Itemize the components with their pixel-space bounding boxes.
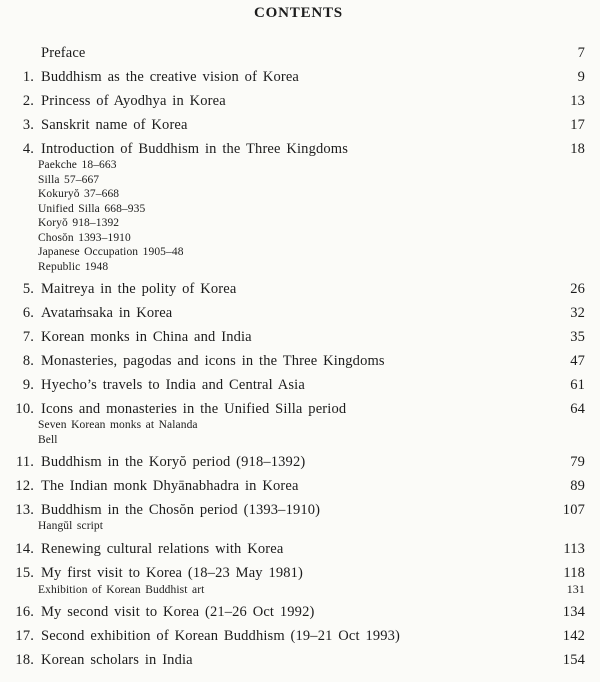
entry-title: Monasteries, pagodas and icons in the Three Kingdoms xyxy=(41,353,385,369)
entry-title: Buddhism in the Koryŏ period (918–1392) xyxy=(41,454,306,470)
toc-entry xyxy=(12,92,585,110)
toc-subentry xyxy=(38,202,585,217)
entry-number: 15. xyxy=(15,564,34,581)
toc-entry xyxy=(12,651,585,669)
toc-entry xyxy=(12,564,585,598)
toc-entry-row xyxy=(12,400,585,418)
subentry-page-number: 131 xyxy=(566,581,585,596)
toc-entry xyxy=(12,68,585,86)
entry-number: 17. xyxy=(15,628,34,644)
toc-subentry xyxy=(38,260,585,275)
toc-entry-row xyxy=(12,627,585,645)
entry-subitems xyxy=(38,158,585,274)
entry-number: 16. xyxy=(15,604,34,620)
entry-page-number: 26 xyxy=(570,281,585,297)
entry-page-number: 32 xyxy=(570,305,585,321)
toc-entry-row xyxy=(12,68,585,86)
entry-number: 1. xyxy=(22,69,34,85)
entry-page-number: 17 xyxy=(570,117,585,133)
entry-page-number: 113 xyxy=(563,540,585,557)
toc-entry-row xyxy=(12,501,585,519)
entry-number: 12. xyxy=(15,478,34,494)
entry-page-number: 47 xyxy=(570,353,585,369)
entry-number: 11. xyxy=(15,454,34,470)
toc-list xyxy=(12,44,585,669)
toc-subentry xyxy=(38,173,585,188)
entry-page-number: 35 xyxy=(570,329,585,345)
toc-entry xyxy=(12,477,585,495)
entry-title: Korean scholars in India xyxy=(41,652,193,668)
toc-subentry xyxy=(38,158,585,173)
entry-title: Second exhibition of Korean Buddhism (19–21 Oct 1993) xyxy=(41,628,401,644)
toc-subentry xyxy=(38,187,585,202)
entry-page-number: 79 xyxy=(570,454,585,470)
toc-entry-row xyxy=(12,651,585,669)
toc-entry xyxy=(12,540,585,558)
entry-number: 2. xyxy=(22,93,34,109)
subentry-title: Exhibition of Korean Buddhist art xyxy=(38,583,205,596)
entry-page-number: 18 xyxy=(570,141,585,157)
entry-title: Avataṁsaka in Korea xyxy=(41,305,173,321)
toc-entry-row xyxy=(12,564,585,582)
toc-entry-row xyxy=(12,116,585,134)
entry-number: 7. xyxy=(22,329,34,345)
entry-title: Buddhism in the Chosŏn period (1393–1910) xyxy=(41,502,321,518)
entry-title: Introduction of Buddhism in the Three Kingdoms xyxy=(41,141,348,157)
entry-page-number: 118 xyxy=(563,564,585,581)
entry-number: 13. xyxy=(15,502,34,518)
entry-page-number: 134 xyxy=(562,604,585,620)
toc-entry xyxy=(12,501,585,534)
toc-entry xyxy=(12,627,585,645)
subentry-title: Kokuryŏ 37–668 xyxy=(38,188,120,200)
entry-title: Renewing cultural relations with Korea xyxy=(41,540,284,557)
entry-number: 6. xyxy=(22,305,34,321)
entry-page-number: 107 xyxy=(562,502,585,518)
subentry-title: Japanese Occupation 1905–48 xyxy=(38,246,184,258)
entry-title: Korean monks in China and India xyxy=(41,329,252,345)
subentry-title: Chosŏn 1393–1910 xyxy=(38,231,131,244)
entry-title: Princess of Ayodhya in Korea xyxy=(41,93,226,109)
entry-number: 4. xyxy=(22,141,34,157)
toc-entry xyxy=(12,304,585,322)
entry-page-number: 64 xyxy=(570,401,585,417)
toc-subentry xyxy=(38,433,585,448)
toc-entry-row xyxy=(12,540,585,558)
toc-entry xyxy=(12,400,585,447)
entry-page-number: 61 xyxy=(570,377,585,393)
toc-entry-row xyxy=(12,328,585,346)
entry-title: Hyecho’s travels to India and Central Asia xyxy=(41,377,305,393)
subentry-title: Silla 57–667 xyxy=(38,173,100,186)
entry-subitems xyxy=(38,582,585,598)
toc-subentry xyxy=(38,245,585,260)
toc-entry xyxy=(12,280,585,298)
toc-entry-row xyxy=(12,352,585,370)
subentry-title: Paekche 18–663 xyxy=(38,159,117,171)
subentry-title: Koryŏ 918–1392 xyxy=(38,217,120,229)
entry-page-number: 7 xyxy=(577,45,585,61)
entry-page-number: 9 xyxy=(577,69,585,85)
subentry-title: Seven Korean monks at Nalanda xyxy=(38,419,198,431)
toc-entry xyxy=(12,453,585,471)
entry-number: 14. xyxy=(15,540,34,557)
toc-entry-row xyxy=(12,140,585,158)
entry-title: Sanskrit name of Korea xyxy=(41,117,188,133)
entry-page-number: 89 xyxy=(570,478,585,494)
entry-title: My first visit to Korea (18–23 May 1981) xyxy=(41,564,304,581)
entry-title: The Indian monk Dhyānabhadra in Korea xyxy=(41,478,299,494)
toc-entry xyxy=(12,328,585,346)
toc-entry xyxy=(12,44,585,62)
toc-entry-row xyxy=(12,92,585,110)
toc-entry-row xyxy=(12,453,585,471)
toc-entry-row xyxy=(12,304,585,322)
subentry-title: Republic 1948 xyxy=(38,260,109,273)
entry-number: 8. xyxy=(22,353,34,369)
subentry-title: Unified Silla 668–935 xyxy=(38,202,146,215)
entry-number: 3. xyxy=(22,117,34,133)
entry-page-number: 13 xyxy=(570,93,585,109)
toc-entry-row xyxy=(12,603,585,621)
toc-entry xyxy=(12,603,585,621)
entry-page-number: 154 xyxy=(562,652,585,668)
toc-subentry xyxy=(38,216,585,231)
entry-number: 9. xyxy=(22,377,34,393)
entry-subitems xyxy=(38,418,585,447)
toc-subentry xyxy=(38,582,585,598)
entry-title: Icons and monasteries in the Unified Silla period xyxy=(41,401,347,417)
entry-number: 5. xyxy=(22,281,34,297)
page-title: CONTENTS xyxy=(254,5,343,21)
subentry-title: Bell xyxy=(38,433,58,446)
toc-entry xyxy=(12,140,585,274)
entry-title: My second visit to Korea (21–26 Oct 1992) xyxy=(41,604,315,620)
toc-subentry xyxy=(38,519,585,534)
entry-subitems xyxy=(38,519,585,534)
toc-entry xyxy=(12,376,585,394)
toc-entry xyxy=(12,352,585,370)
entry-title: Buddhism as the creative vision of Korea xyxy=(41,69,299,85)
entry-title: Preface xyxy=(41,45,86,61)
entry-title: Maitreya in the polity of Korea xyxy=(41,281,237,297)
toc-subentry xyxy=(38,231,585,246)
toc-entry-row xyxy=(12,477,585,495)
toc-entry-row xyxy=(12,44,585,62)
toc-entry-row xyxy=(12,280,585,298)
toc-entry-row xyxy=(12,376,585,394)
entry-page-number: 142 xyxy=(562,628,585,644)
toc-subentry xyxy=(38,418,585,433)
subentry-title: Hangŭl script xyxy=(38,520,104,532)
toc-entry xyxy=(12,116,585,134)
entry-number: 10. xyxy=(15,401,34,417)
entry-number: 18. xyxy=(15,652,34,668)
